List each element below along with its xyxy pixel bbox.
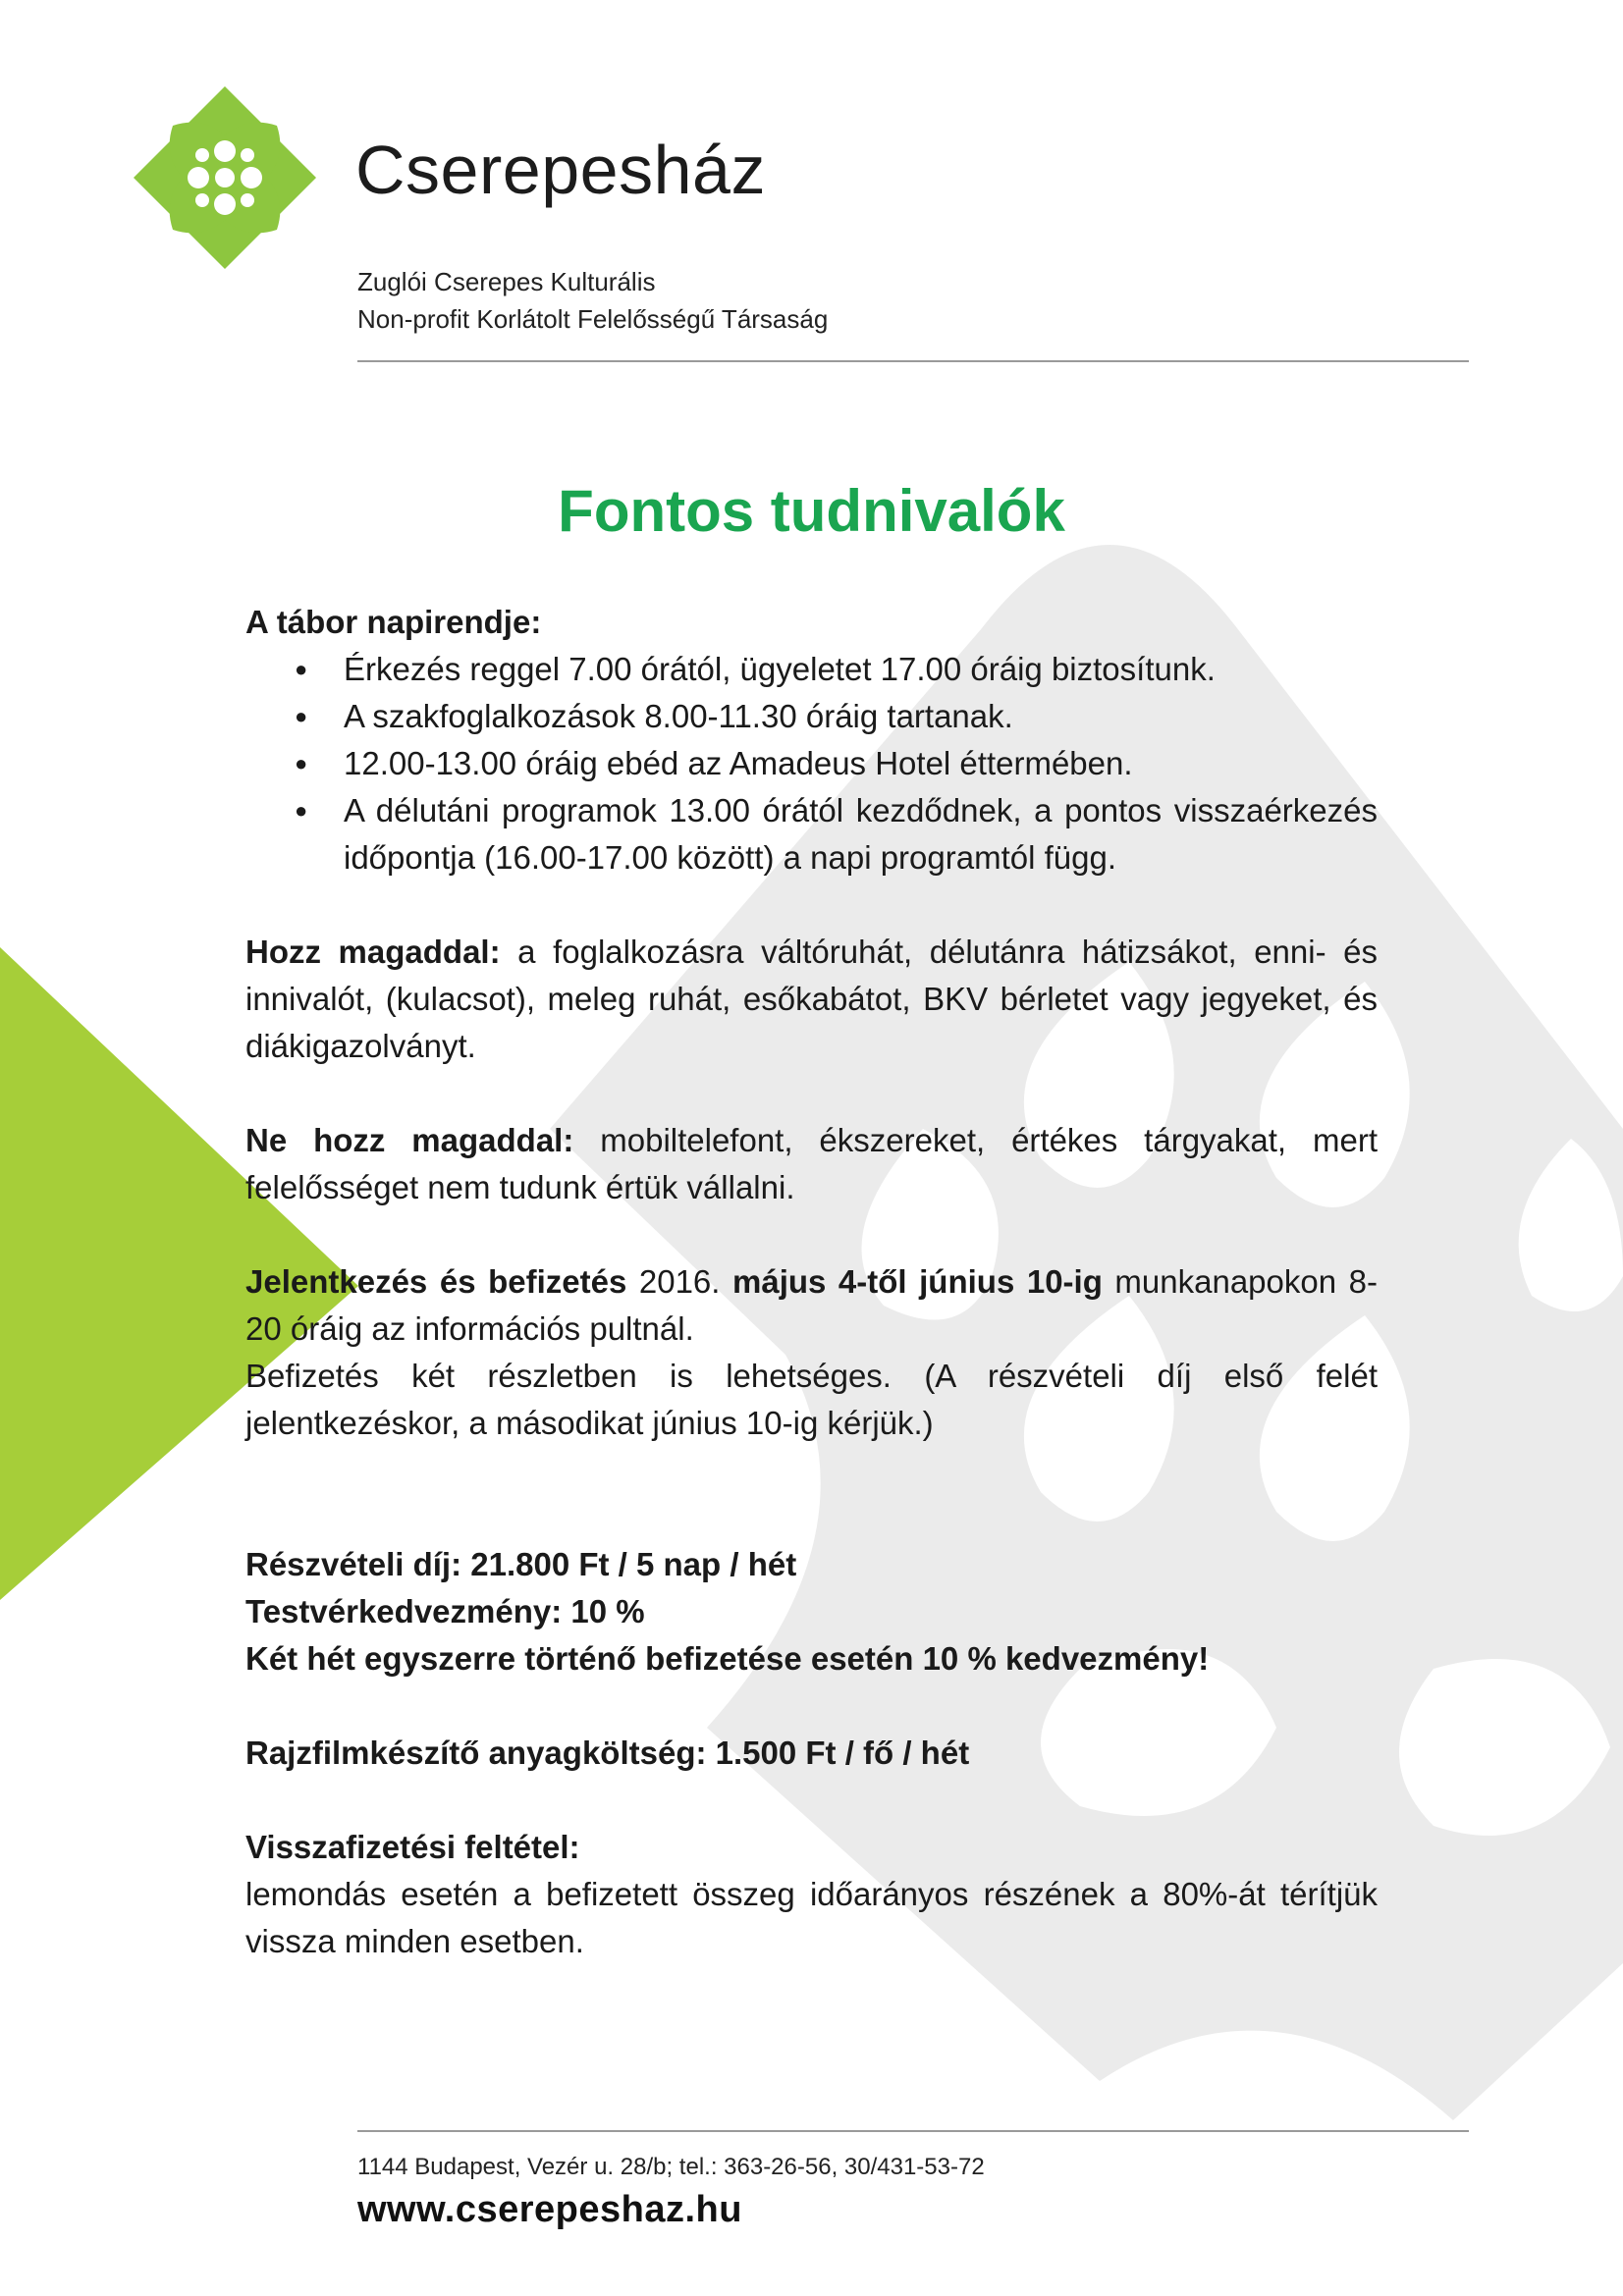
schedule-item: ● A délutáni programok 13.00 órától kezdődnek, a pontos visszaérkezés időpontja (16.00-17.00 között) a napi programtól függ. xyxy=(344,787,1378,881)
registration-year: 2016. xyxy=(626,1263,732,1300)
bring-text: a foglalkozásra váltóruhát, délutánra hátizsákot, enni- és innivalót, (kulacsot), meleg ruhát, esőkabátot, BKV bérletet vagy jegyeket, és diákigazolványt. xyxy=(245,934,1378,1064)
header-divider xyxy=(357,360,1469,362)
two-week-discount: Két hét egyszerre történő befizetése esetén 10 % kedvezmény! xyxy=(245,1640,1210,1677)
participation-fee: Részvételi díj: 21.800 Ft / 5 nap / hét xyxy=(245,1546,797,1582)
schedule-item: ● 12.00-13.00 óráig ebéd az Amadeus Hotel éttermében. xyxy=(344,740,1378,787)
bring-paragraph xyxy=(245,929,1378,1070)
dont-bring-label: Ne hozz magaddal: xyxy=(245,1122,574,1158)
sibling-discount: Testvérkedvezmény: 10 % xyxy=(245,1593,645,1629)
footer-website-link[interactable]: www.cserepeshaz.hu xyxy=(357,2189,742,2230)
schedule-heading: A tábor napirendje: xyxy=(245,604,542,640)
schedule-item: ● Érkezés reggel 7.00 órától, ügyeletet 17.00 óráig biztosítunk. xyxy=(344,646,1378,693)
schedule-list xyxy=(245,646,1378,881)
org-line-1: Zuglói Cserepes Kulturális xyxy=(357,267,656,296)
main-content xyxy=(245,599,1378,1965)
registration-dates: május 4-től június 10-ig xyxy=(732,1263,1103,1300)
cserepeshaz-logo-icon xyxy=(134,86,316,269)
registration-paragraph xyxy=(245,1258,1378,1353)
footer-address: 1144 Budapest, Vezér u. 28/b; tel.: 363-26-56, 30/431-53-72 xyxy=(357,2154,985,2180)
org-line-2: Non-profit Korlátolt Felelősségű Társaság xyxy=(357,304,829,334)
registration-rest: munkanapokon 8-20 óráig az információs pultnál. xyxy=(245,1263,1378,1347)
page-title: Fontos tudnivalók xyxy=(558,478,1065,544)
installment-paragraph: Befizetés két részletben is lehetséges. (A részvételi díj első felét jelentkezéskor, a másodikat június 10-ig kérjük.) xyxy=(245,1358,1378,1441)
schedule-item: ● A szakfoglalkozások 8.00-11.30 óráig tartanak. xyxy=(344,693,1378,740)
footer-divider xyxy=(357,2130,1469,2132)
registration-label: Jelentkezés és befizetés xyxy=(245,1263,627,1300)
bring-label: Hozz magaddal: xyxy=(245,934,501,970)
organization-name xyxy=(357,263,828,338)
material-cost: Rajzfilmkészítő anyagköltség: 1.500 Ft / fő / hét xyxy=(245,1735,970,1771)
dont-bring-text: mobiltelefont, ékszereket, értékes tárgyakat, mert felelősséget nem tudunk értük vállalni. xyxy=(245,1122,1378,1205)
refund-text: lemondás esetén a befizetett összeg időarányos részének a 80%-át térítjük vissza minden esetben. xyxy=(245,1876,1378,1959)
dont-bring-paragraph xyxy=(245,1117,1378,1211)
brand-name: Cserepesház xyxy=(355,132,766,208)
refund-heading: Visszafizetési feltétel: xyxy=(245,1829,580,1865)
